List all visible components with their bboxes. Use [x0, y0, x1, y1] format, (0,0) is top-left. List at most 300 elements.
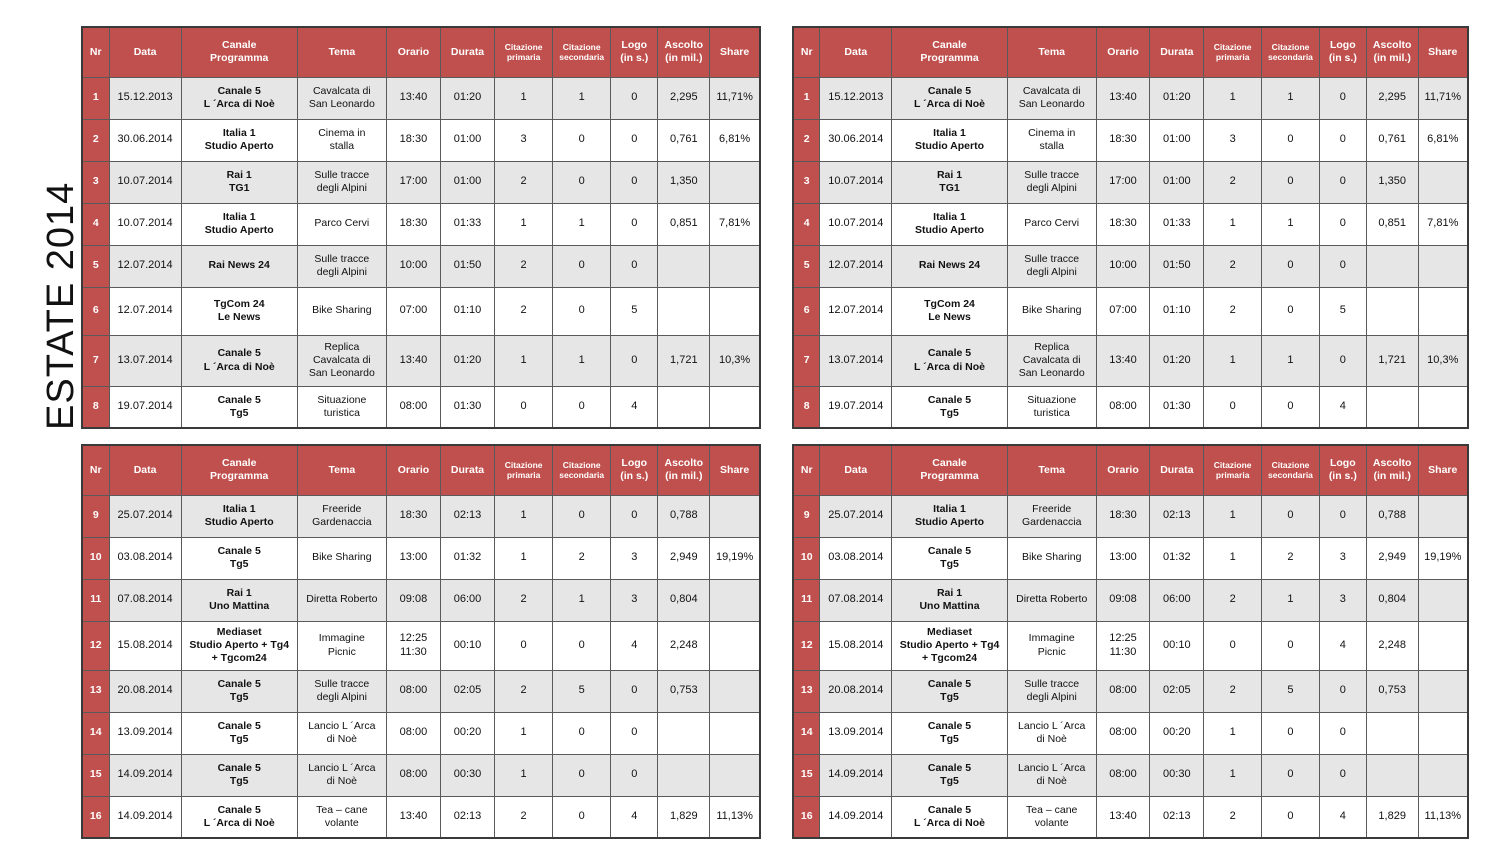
col-nr-header	[82, 27, 109, 77]
table-row	[82, 670, 760, 712]
col-citazione-primaria-header-text: primaria	[506, 52, 541, 63]
secondary-citation-cell: 0	[1262, 495, 1320, 537]
time-cell	[1096, 796, 1150, 838]
date-cell: 14.09.2014	[109, 796, 181, 838]
theme-line: degli Alpini	[1026, 691, 1077, 703]
primary-citation-cell: 0	[495, 386, 553, 428]
col-logo-header-text: (in s.)	[1328, 52, 1357, 65]
time-line: 08:00	[399, 399, 428, 412]
row-number-cell: 13	[793, 670, 820, 712]
theme-line: Diretta Roberto	[1016, 593, 1088, 606]
theme-cell	[1007, 579, 1096, 621]
theme-cell	[297, 287, 386, 335]
duration-cell: 00:20	[1150, 712, 1204, 754]
row-number-cell: 11	[82, 579, 109, 621]
col-citazione-secondaria-header	[1262, 445, 1320, 495]
table-row	[793, 335, 1468, 386]
time-line: 13:40	[399, 809, 428, 822]
logo-seconds-cell: 3	[1319, 579, 1366, 621]
audience-cell: 1,350	[658, 161, 710, 203]
duration-cell: 01:00	[440, 119, 494, 161]
time-line: 13:40	[1109, 91, 1137, 104]
table-row	[82, 537, 760, 579]
col-tema-header	[1007, 445, 1096, 495]
audience-cell: 1,829	[658, 796, 710, 838]
col-orario-header	[386, 27, 440, 77]
col-citazione-secondaria-header-text: Citazione	[562, 41, 601, 52]
col-data-header-text: Data	[844, 463, 868, 476]
row-number-cell: 10	[82, 537, 109, 579]
primary-citation-cell: 1	[1204, 537, 1262, 579]
time-cell	[386, 495, 440, 537]
primary-citation-cell: 1	[1204, 77, 1262, 119]
col-citazione-primaria-header-text: Citazione	[504, 41, 543, 52]
channel-program-line: Studio Aperto	[915, 516, 985, 528]
time-line: 11:30	[400, 645, 427, 658]
duration-cell: 01:00	[440, 161, 494, 203]
theme-line: Cavalcata di	[1022, 84, 1081, 97]
time-line: 07:00	[399, 304, 428, 317]
channel-program-line: Canale 5	[927, 677, 972, 690]
duration-cell: 01:50	[440, 245, 494, 287]
secondary-citation-cell: 1	[553, 579, 611, 621]
col-data-header-text: Data	[133, 45, 157, 58]
audience-cell	[658, 386, 710, 428]
channel-program-cell	[892, 77, 1008, 119]
secondary-citation-cell: 1	[553, 335, 611, 386]
row-number-cell: 12	[793, 621, 820, 670]
time-line: 08:00	[1109, 684, 1137, 697]
col-nr-header	[82, 445, 109, 495]
date-cell: 15.12.2013	[109, 77, 181, 119]
channel-program-line: Tg5	[229, 691, 249, 703]
col-citazione-primaria-header	[495, 27, 553, 77]
date-cell: 14.09.2014	[820, 796, 892, 838]
secondary-citation-cell: 0	[1262, 245, 1320, 287]
theme-line: Immagine	[318, 632, 365, 645]
row-number-cell: 15	[793, 754, 820, 796]
channel-program-line: Canale 5	[927, 84, 972, 97]
audience-cell: 0,788	[1366, 495, 1418, 537]
logo-seconds-cell: 4	[1319, 386, 1366, 428]
theme-cell	[297, 245, 386, 287]
table-bottom-left	[81, 444, 761, 839]
date-cell: 10.07.2014	[109, 203, 181, 245]
logo-seconds-cell: 4	[611, 796, 658, 838]
primary-citation-cell: 0	[1204, 386, 1262, 428]
time-line: 08:00	[399, 768, 428, 781]
theme-line: degli Alpini	[1026, 266, 1077, 278]
logo-seconds-cell: 0	[611, 203, 658, 245]
theme-line: Lancio L ´Arca	[1018, 761, 1086, 774]
audience-cell: 2,949	[658, 537, 710, 579]
date-cell: 03.08.2014	[109, 537, 181, 579]
col-data-header-text: Data	[844, 45, 868, 58]
theme-cell	[1007, 161, 1096, 203]
primary-citation-cell: 1	[1204, 495, 1262, 537]
theme-cell	[297, 119, 386, 161]
channel-program-cell	[181, 335, 297, 386]
col-citazione-secondaria-header-text: secondaria	[559, 470, 605, 481]
channel-program-line: Canale 5	[217, 84, 261, 97]
row-number-cell: 2	[793, 119, 820, 161]
duration-cell: 01:50	[1150, 245, 1204, 287]
channel-program-cell	[892, 203, 1008, 245]
date-cell: 13.09.2014	[820, 712, 892, 754]
share-cell: 7,81%	[1418, 203, 1468, 245]
channel-program-cell	[892, 579, 1008, 621]
table-row	[82, 579, 760, 621]
theme-line: Situazione	[1027, 393, 1077, 406]
time-line: 10:00	[399, 259, 428, 272]
share-cell	[1418, 712, 1468, 754]
audience-cell	[1366, 245, 1418, 287]
secondary-citation-cell: 0	[1262, 161, 1320, 203]
theme-line: Immagine	[1028, 632, 1075, 645]
theme-line: San Leonardo	[308, 98, 375, 110]
channel-program-cell	[892, 335, 1008, 386]
time-cell	[386, 796, 440, 838]
logo-seconds-cell: 5	[611, 287, 658, 335]
col-canale-header	[181, 27, 297, 77]
col-logo-header-text: Logo	[1329, 457, 1356, 470]
duration-cell: 01:20	[1150, 77, 1204, 119]
duration-cell: 00:10	[440, 621, 494, 670]
theme-cell	[1007, 537, 1096, 579]
channel-program-line: Canale 5	[927, 761, 972, 774]
secondary-citation-cell: 2	[553, 537, 611, 579]
channel-program-cell	[892, 670, 1008, 712]
channel-program-cell	[181, 203, 297, 245]
col-logo-header-text: Logo	[1329, 39, 1356, 52]
primary-citation-cell: 2	[495, 579, 553, 621]
theme-cell	[1007, 712, 1096, 754]
date-cell: 10.07.2014	[820, 203, 892, 245]
col-nr-header-text: Nr	[89, 45, 102, 58]
col-share-header-text: Share	[1428, 463, 1458, 476]
time-cell	[1096, 579, 1150, 621]
time-cell	[1096, 621, 1150, 670]
channel-program-line: Studio Aperto	[204, 516, 274, 528]
table-row	[793, 537, 1468, 579]
time-line: 12:25	[1109, 631, 1137, 644]
col-logo-header-text: (in s.)	[1328, 470, 1357, 483]
time-cell	[1096, 161, 1150, 203]
theme-line: volante	[324, 816, 359, 829]
duration-cell: 02:13	[1150, 796, 1204, 838]
share-cell	[1418, 670, 1468, 712]
audience-cell: 1,721	[1366, 335, 1418, 386]
primary-citation-cell: 3	[495, 119, 553, 161]
channel-program-cell	[181, 287, 297, 335]
share-cell	[710, 712, 760, 754]
secondary-citation-cell: 0	[553, 386, 611, 428]
theme-line: Bike Sharing	[1021, 551, 1082, 564]
primary-citation-cell: 1	[495, 77, 553, 119]
theme-line: turistica	[1033, 406, 1070, 419]
channel-program-line: L ´Arca di Noè	[203, 98, 275, 110]
col-citazione-primaria-header-text: Citazione	[1213, 41, 1252, 52]
share-cell: 11,71%	[710, 77, 760, 119]
theme-line: Parco Cervi	[1024, 217, 1080, 230]
col-canale-header-text: Canale	[221, 457, 257, 470]
share-cell	[710, 579, 760, 621]
theme-cell	[1007, 335, 1096, 386]
share-cell	[710, 495, 760, 537]
theme-cell	[1007, 670, 1096, 712]
table-row	[793, 77, 1468, 119]
channel-program-line: Tg5	[229, 733, 249, 745]
col-durata-header-text: Durata	[450, 463, 485, 476]
time-cell	[386, 287, 440, 335]
logo-seconds-cell: 3	[611, 537, 658, 579]
theme-cell	[297, 621, 386, 670]
date-cell: 15.08.2014	[820, 621, 892, 670]
channel-program-cell	[892, 712, 1008, 754]
row-number-cell: 3	[82, 161, 109, 203]
channel-program-cell	[181, 161, 297, 203]
share-cell: 11,13%	[710, 796, 760, 838]
col-nr-header	[793, 27, 820, 77]
channel-program-line: Canale 5	[217, 803, 261, 816]
time-cell	[386, 335, 440, 386]
date-cell: 19.07.2014	[109, 386, 181, 428]
col-durata-header-text: Durata	[1160, 45, 1194, 58]
table-row	[82, 495, 760, 537]
primary-citation-cell: 2	[1204, 670, 1262, 712]
primary-citation-cell: 1	[495, 537, 553, 579]
logo-seconds-cell: 0	[611, 712, 658, 754]
channel-program-line: Canale 5	[217, 347, 261, 360]
date-cell: 07.08.2014	[109, 579, 181, 621]
duration-cell: 01:20	[440, 77, 494, 119]
date-cell: 13.07.2014	[109, 335, 181, 386]
table-row	[82, 386, 760, 428]
col-data-header	[820, 27, 892, 77]
table-row	[793, 119, 1468, 161]
secondary-citation-cell: 0	[553, 712, 611, 754]
primary-citation-cell: 2	[495, 670, 553, 712]
channel-program-line: Mediaset	[216, 625, 262, 638]
audience-cell: 0,851	[1366, 203, 1418, 245]
channel-program-cell	[181, 712, 297, 754]
duration-cell: 06:00	[440, 579, 494, 621]
share-cell: 10,3%	[1418, 335, 1468, 386]
share-cell: 7,81%	[710, 203, 760, 245]
date-cell: 13.07.2014	[820, 335, 892, 386]
channel-program-line: Tg5	[229, 406, 249, 419]
duration-cell: 01:32	[440, 537, 494, 579]
audience-cell: 0,804	[658, 579, 710, 621]
theme-cell	[1007, 77, 1096, 119]
col-ascolto-header-text: Ascolto	[1372, 39, 1412, 52]
audience-cell	[658, 287, 710, 335]
primary-citation-cell: 1	[1204, 335, 1262, 386]
audience-cell: 1,721	[658, 335, 710, 386]
col-canale-header	[892, 445, 1008, 495]
channel-program-line: Rai 1	[226, 168, 252, 181]
time-line: 12:25	[399, 631, 428, 644]
table-row	[82, 754, 760, 796]
table-bottom-right	[792, 444, 1469, 839]
row-number-cell: 14	[82, 712, 109, 754]
col-data-header	[109, 445, 181, 495]
theme-line: Diretta Roberto	[306, 593, 378, 606]
channel-program-line: Canale 5	[927, 803, 972, 816]
theme-line: Cavalcata di	[312, 353, 371, 366]
time-line: 13:00	[399, 551, 428, 564]
channel-program-line: Tg5	[940, 691, 959, 703]
channel-program-line: Rai 1	[226, 586, 252, 599]
duration-cell: 01:20	[440, 335, 494, 386]
audience-cell: 0,753	[658, 670, 710, 712]
channel-program-line: Italia 1	[933, 210, 966, 223]
time-line: 18:30	[399, 217, 428, 230]
time-cell	[1096, 712, 1150, 754]
date-cell: 10.07.2014	[820, 161, 892, 203]
share-cell: 10,3%	[710, 335, 760, 386]
date-cell: 25.07.2014	[820, 495, 892, 537]
share-cell	[710, 621, 760, 670]
theme-cell	[297, 796, 386, 838]
col-canale-header-text: Programma	[920, 52, 979, 65]
col-tema-header-text: Tema	[1038, 463, 1066, 476]
table-row	[793, 495, 1468, 537]
table-row	[793, 386, 1468, 428]
date-cell: 25.07.2014	[109, 495, 181, 537]
share-cell	[1418, 245, 1468, 287]
primary-citation-cell: 1	[495, 335, 553, 386]
channel-program-cell	[181, 245, 297, 287]
theme-line: Picnic	[327, 645, 356, 658]
theme-line: Cavalcata di	[1022, 353, 1081, 366]
col-logo-header-text: (in s.)	[620, 52, 649, 65]
col-nr-header-text: Nr	[800, 463, 813, 476]
share-cell	[710, 670, 760, 712]
col-ascolto-header-text: Ascolto	[664, 457, 704, 470]
theme-line: degli Alpini	[316, 691, 367, 703]
audience-cell	[658, 245, 710, 287]
time-cell	[386, 712, 440, 754]
share-cell	[1418, 495, 1468, 537]
row-number-cell: 10	[793, 537, 820, 579]
primary-citation-cell: 1	[1204, 754, 1262, 796]
logo-seconds-cell: 4	[1319, 796, 1366, 838]
theme-cell	[1007, 621, 1096, 670]
theme-line: San Leonardo	[1018, 98, 1085, 110]
theme-line: Situazione	[317, 393, 367, 406]
secondary-citation-cell: 0	[553, 287, 611, 335]
channel-program-line: Uno Mattina	[209, 600, 270, 612]
theme-line: di Noè	[326, 775, 358, 787]
row-number-cell: 14	[793, 712, 820, 754]
row-number-cell: 3	[793, 161, 820, 203]
audience-cell: 1,829	[1366, 796, 1418, 838]
row-number-cell: 2	[82, 119, 109, 161]
duration-cell: 01:10	[440, 287, 494, 335]
col-canale-header-text: Programma	[210, 470, 269, 483]
secondary-citation-cell: 0	[553, 796, 611, 838]
logo-seconds-cell: 0	[611, 335, 658, 386]
time-line: 11:30	[1109, 645, 1137, 658]
table-row	[793, 161, 1468, 203]
logo-seconds-cell: 0	[611, 495, 658, 537]
audience-cell	[1366, 754, 1418, 796]
theme-line: Picnic	[1037, 645, 1066, 658]
channel-program-cell	[892, 119, 1008, 161]
theme-cell	[297, 161, 386, 203]
secondary-citation-cell: 0	[553, 495, 611, 537]
time-line: 07:00	[1109, 304, 1137, 317]
table-top-left	[81, 26, 761, 429]
channel-program-line: Italia 1	[933, 502, 966, 515]
col-logo-header	[611, 445, 658, 495]
share-cell	[710, 386, 760, 428]
time-line: 09:08	[1109, 593, 1137, 606]
logo-seconds-cell: 0	[611, 670, 658, 712]
col-citazione-primaria-header-text: Citazione	[1213, 459, 1252, 470]
primary-citation-cell: 1	[495, 712, 553, 754]
row-number-cell: 1	[82, 77, 109, 119]
logo-seconds-cell: 0	[611, 754, 658, 796]
time-cell	[1096, 754, 1150, 796]
row-number-cell: 9	[793, 495, 820, 537]
theme-cell	[1007, 754, 1096, 796]
col-durata-header	[1150, 445, 1204, 495]
theme-line: Gardenaccia	[312, 516, 372, 528]
duration-cell: 02:13	[1150, 495, 1204, 537]
share-cell: 11,71%	[1418, 77, 1468, 119]
theme-line: Replica	[1034, 340, 1070, 353]
theme-line: turistica	[323, 406, 360, 419]
time-line: 18:30	[1109, 509, 1137, 522]
duration-cell: 01:33	[1150, 203, 1204, 245]
col-share-header	[1418, 27, 1468, 77]
theme-line: Sulle tracce	[314, 252, 370, 265]
audience-cell: 0,804	[1366, 579, 1418, 621]
channel-program-cell	[181, 495, 297, 537]
table-row	[793, 287, 1468, 335]
time-cell	[386, 621, 440, 670]
share-cell	[1418, 161, 1468, 203]
primary-citation-cell: 2	[1204, 579, 1262, 621]
channel-program-line: Rai 1	[936, 168, 963, 181]
table-row	[82, 119, 760, 161]
channel-program-line: Italia 1	[222, 502, 256, 515]
side-title	[10, 0, 82, 862]
secondary-citation-cell: 5	[1262, 670, 1320, 712]
theme-line: Bike Sharing	[312, 304, 372, 317]
col-citazione-primaria-header-text: primaria	[1215, 52, 1250, 63]
col-logo-header-text: (in s.)	[620, 470, 649, 483]
col-canale-header-text: Canale	[221, 39, 257, 52]
share-cell: 6,81%	[710, 119, 760, 161]
col-durata-header	[440, 27, 494, 77]
row-number-cell: 12	[82, 621, 109, 670]
theme-line: di Noè	[326, 733, 358, 745]
channel-program-cell	[892, 495, 1008, 537]
col-tema-header-text: Tema	[328, 45, 356, 58]
channel-program-line: Tg5	[940, 558, 959, 570]
col-orario-header-text: Orario	[397, 463, 430, 476]
logo-seconds-cell: 0	[611, 245, 658, 287]
row-number-cell: 4	[793, 203, 820, 245]
duration-cell: 02:13	[440, 495, 494, 537]
share-cell	[1418, 287, 1468, 335]
table-row	[82, 287, 760, 335]
channel-program-line: Canale 5	[217, 393, 261, 406]
row-number-cell: 16	[793, 796, 820, 838]
